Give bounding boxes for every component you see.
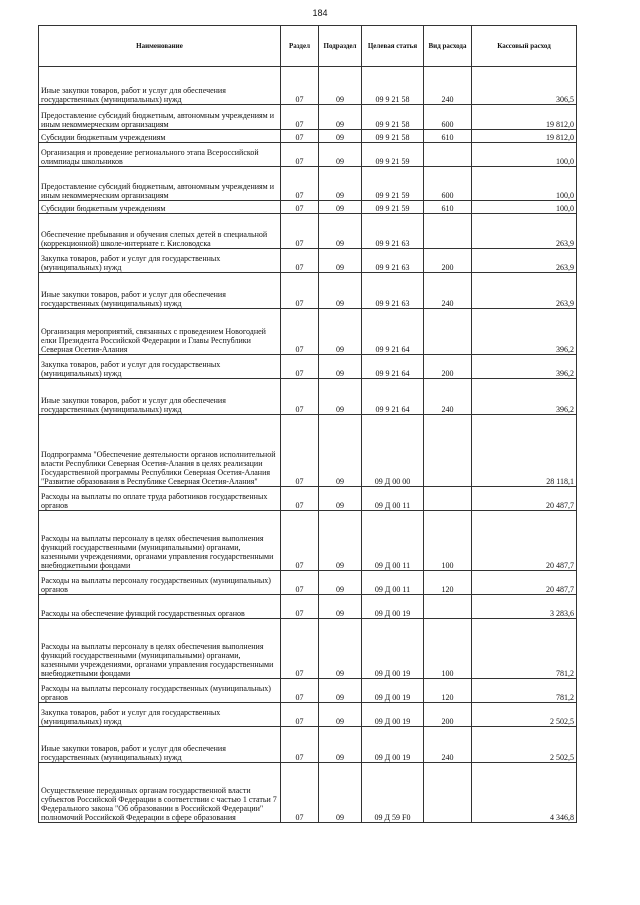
table-row — [39, 167, 577, 201]
row-vid: 120 — [424, 679, 472, 703]
row-podrazdel: 09 — [319, 415, 362, 487]
row-razdel: 07 — [281, 167, 319, 201]
row-name: Предоставление субсидий бюджетным, автономным учреждениям и иным некоммерческим организациям — [39, 167, 281, 201]
row-podrazdel: 09 — [319, 355, 362, 379]
row-name: Расходы на выплаты по оплате труда работников государственных органов — [39, 487, 281, 511]
row-podrazdel: 09 — [319, 130, 362, 143]
row-kassa: 2 502,5 — [472, 703, 577, 727]
row-name: Расходы на выплаты персоналу государственных (муниципальных) органов — [39, 679, 281, 703]
row-kassa: 781,2 — [472, 619, 577, 679]
table-row — [39, 379, 577, 415]
row-tselevaya: 09 Д 00 00 — [362, 415, 424, 487]
table-row — [39, 619, 577, 679]
row-podrazdel: 09 — [319, 763, 362, 823]
row-tselevaya: 09 Д 00 19 — [362, 619, 424, 679]
table-body — [39, 67, 577, 823]
row-kassa: 19 812,0 — [472, 105, 577, 130]
row-tselevaya: 09 Д 00 11 — [362, 487, 424, 511]
row-kassa: 2 502,5 — [472, 727, 577, 763]
row-razdel: 07 — [281, 487, 319, 511]
row-podrazdel: 09 — [319, 67, 362, 105]
row-podrazdel: 09 — [319, 273, 362, 309]
row-kassa: 396,2 — [472, 309, 577, 355]
page-number: 184 — [312, 8, 328, 18]
table-row — [39, 763, 577, 823]
row-name: Закупка товаров, работ и услуг для государственных (муниципальных) нужд — [39, 355, 281, 379]
row-kassa: 263,9 — [472, 273, 577, 309]
table-row — [39, 415, 577, 487]
row-vid: 200 — [424, 355, 472, 379]
table-row — [39, 214, 577, 249]
row-tselevaya: 09 9 21 64 — [362, 379, 424, 415]
row-podrazdel: 09 — [319, 309, 362, 355]
header-podrazdel: Подраздел — [319, 26, 362, 67]
row-vid: 100 — [424, 619, 472, 679]
row-kassa: 20 487,7 — [472, 511, 577, 571]
row-podrazdel: 09 — [319, 487, 362, 511]
row-podrazdel: 09 — [319, 703, 362, 727]
row-razdel: 07 — [281, 727, 319, 763]
row-razdel: 07 — [281, 105, 319, 130]
row-vid: 610 — [424, 201, 472, 214]
row-tselevaya: 09 9 21 58 — [362, 105, 424, 130]
row-name: Обеспечение пребывания и обучения слепых детей в специальной (коррекционной) школе-интернате г. Кисловодска — [39, 214, 281, 249]
table-row — [39, 571, 577, 595]
row-kassa: 100,0 — [472, 201, 577, 214]
row-kassa: 263,9 — [472, 214, 577, 249]
row-name: Расходы на выплаты персоналу в целях обеспечения выполнения функций государственными (муниципальными) органами, казенными учреждениями, органами управления государственными внебюджетными фондами — [39, 511, 281, 571]
table-row — [39, 511, 577, 571]
row-vid — [424, 143, 472, 167]
row-vid — [424, 487, 472, 511]
row-razdel: 07 — [281, 201, 319, 214]
row-razdel: 07 — [281, 763, 319, 823]
table-row — [39, 727, 577, 763]
row-kassa: 396,2 — [472, 355, 577, 379]
row-kassa: 20 487,7 — [472, 487, 577, 511]
row-razdel: 07 — [281, 130, 319, 143]
row-razdel: 07 — [281, 703, 319, 727]
row-razdel: 07 — [281, 415, 319, 487]
row-vid — [424, 595, 472, 619]
row-podrazdel: 09 — [319, 249, 362, 273]
row-podrazdel: 09 — [319, 167, 362, 201]
table-row — [39, 67, 577, 105]
row-vid: 240 — [424, 67, 472, 105]
row-razdel: 07 — [281, 511, 319, 571]
row-podrazdel: 09 — [319, 214, 362, 249]
row-name: Расходы на выплаты персоналу в целях обеспечения выполнения функций государственными (муниципальными) органами, казенными учреждениями, органами управления государственными внебюджетными фондами — [39, 619, 281, 679]
row-tselevaya: 09 9 21 64 — [362, 309, 424, 355]
row-name: Иные закупки товаров, работ и услуг для обеспечения государственных (муниципальных) нужд — [39, 727, 281, 763]
row-podrazdel: 09 — [319, 105, 362, 130]
row-razdel: 07 — [281, 619, 319, 679]
row-razdel: 07 — [281, 571, 319, 595]
row-vid — [424, 763, 472, 823]
row-name: Организация и проведение регионального этапа Всероссийской олимпиады школьников — [39, 143, 281, 167]
table-row — [39, 201, 577, 214]
row-podrazdel: 09 — [319, 511, 362, 571]
header-razdel: Раздел — [281, 26, 319, 67]
row-podrazdel: 09 — [319, 595, 362, 619]
row-tselevaya: 09 Д 00 11 — [362, 571, 424, 595]
row-tselevaya: 09 9 21 63 — [362, 214, 424, 249]
row-kassa: 4 346,8 — [472, 763, 577, 823]
table-row — [39, 487, 577, 511]
row-vid: 240 — [424, 379, 472, 415]
row-kassa: 3 283,6 — [472, 595, 577, 619]
row-name: Предоставление субсидий бюджетным, автономным учреждениям и иным некоммерческим организациям — [39, 105, 281, 130]
row-vid: 100 — [424, 511, 472, 571]
row-tselevaya: 09 Д 59 F0 — [362, 763, 424, 823]
row-kassa: 100,0 — [472, 167, 577, 201]
row-vid: 240 — [424, 727, 472, 763]
row-tselevaya: 09 9 21 63 — [362, 249, 424, 273]
table-row — [39, 273, 577, 309]
row-podrazdel: 09 — [319, 143, 362, 167]
row-tselevaya: 09 9 21 59 — [362, 201, 424, 214]
header-tselevaya: Целевая статья — [362, 26, 424, 67]
row-name: Организация мероприятий, связанных с проведением Новогодней елки Президента Российской Федерации и Главы Республики Северная Осетия-Алания — [39, 309, 281, 355]
table-row — [39, 105, 577, 130]
row-vid: 240 — [424, 273, 472, 309]
row-vid: 600 — [424, 105, 472, 130]
header-kassa: Кассовый расход — [472, 26, 577, 67]
row-name: Расходы на выплаты персоналу государственных (муниципальных) органов — [39, 571, 281, 595]
table-row — [39, 703, 577, 727]
row-kassa: 28 118,1 — [472, 415, 577, 487]
expenditure-table — [38, 25, 577, 823]
header-vid: Вид расхода — [424, 26, 472, 67]
row-razdel: 07 — [281, 67, 319, 105]
row-tselevaya: 09 Д 00 19 — [362, 679, 424, 703]
row-tselevaya: 09 Д 00 19 — [362, 727, 424, 763]
row-razdel: 07 — [281, 379, 319, 415]
row-tselevaya: 09 Д 00 19 — [362, 703, 424, 727]
row-name: Иные закупки товаров, работ и услуг для обеспечения государственных (муниципальных) нужд — [39, 273, 281, 309]
row-kassa: 781,2 — [472, 679, 577, 703]
row-razdel: 07 — [281, 679, 319, 703]
row-podrazdel: 09 — [319, 619, 362, 679]
row-tselevaya: 09 9 21 58 — [362, 130, 424, 143]
table-row — [39, 130, 577, 143]
row-name: Закупка товаров, работ и услуг для государственных (муниципальных) нужд — [39, 703, 281, 727]
row-name: Субсидии бюджетным учреждениям — [39, 201, 281, 214]
table-header-row — [39, 26, 577, 67]
row-kassa: 263,9 — [472, 249, 577, 273]
row-razdel: 07 — [281, 355, 319, 379]
row-podrazdel: 09 — [319, 727, 362, 763]
row-kassa: 19 812,0 — [472, 130, 577, 143]
row-kassa: 20 487,7 — [472, 571, 577, 595]
table-row — [39, 309, 577, 355]
header-name: Наименование — [39, 26, 281, 67]
row-name: Иные закупки товаров, работ и услуг для обеспечения государственных (муниципальных) нужд — [39, 67, 281, 105]
row-podrazdel: 09 — [319, 201, 362, 214]
row-vid: 600 — [424, 167, 472, 201]
row-name: Субсидии бюджетным учреждениям — [39, 130, 281, 143]
row-vid — [424, 415, 472, 487]
row-razdel: 07 — [281, 214, 319, 249]
row-podrazdel: 09 — [319, 571, 362, 595]
table-row — [39, 355, 577, 379]
row-vid: 120 — [424, 571, 472, 595]
row-vid: 200 — [424, 249, 472, 273]
row-vid — [424, 309, 472, 355]
row-podrazdel: 09 — [319, 679, 362, 703]
row-podrazdel: 09 — [319, 379, 362, 415]
row-razdel: 07 — [281, 309, 319, 355]
row-kassa: 396,2 — [472, 379, 577, 415]
row-tselevaya: 09 9 21 59 — [362, 167, 424, 201]
row-razdel: 07 — [281, 249, 319, 273]
row-tselevaya: 09 9 21 58 — [362, 67, 424, 105]
row-kassa: 306,5 — [472, 67, 577, 105]
row-kassa: 100,0 — [472, 143, 577, 167]
table-row — [39, 595, 577, 619]
row-name: Подпрограмма "Обеспечение деятельности органов исполнительной власти Республики Северная Осетия-Алания в целях реализации Государственной программы Республики Северная Осетия-Алания "Развитие образования в Республике Северная Осетия-Алания" — [39, 415, 281, 487]
row-vid: 610 — [424, 130, 472, 143]
row-razdel: 07 — [281, 273, 319, 309]
row-name: Расходы на обеспечение функций государственных органов — [39, 595, 281, 619]
row-tselevaya: 09 9 21 63 — [362, 273, 424, 309]
row-name: Осуществление переданных органам государственной власти субъектов Российской Федерации в соответствии с частью 1 статьи 7 Федерального закона "Об образовании в Российской Федерации" полномочий Российской Федерации в сфере образования — [39, 763, 281, 823]
row-tselevaya: 09 Д 00 11 — [362, 511, 424, 571]
row-tselevaya: 09 Д 00 19 — [362, 595, 424, 619]
row-razdel: 07 — [281, 143, 319, 167]
row-vid — [424, 214, 472, 249]
table-row — [39, 249, 577, 273]
row-tselevaya: 09 9 21 64 — [362, 355, 424, 379]
table-row — [39, 679, 577, 703]
row-razdel: 07 — [281, 595, 319, 619]
row-tselevaya: 09 9 21 59 — [362, 143, 424, 167]
row-name: Закупка товаров, работ и услуг для государственных (муниципальных) нужд — [39, 249, 281, 273]
row-name: Иные закупки товаров, работ и услуг для обеспечения государственных (муниципальных) нужд — [39, 379, 281, 415]
table-row — [39, 143, 577, 167]
row-vid: 200 — [424, 703, 472, 727]
